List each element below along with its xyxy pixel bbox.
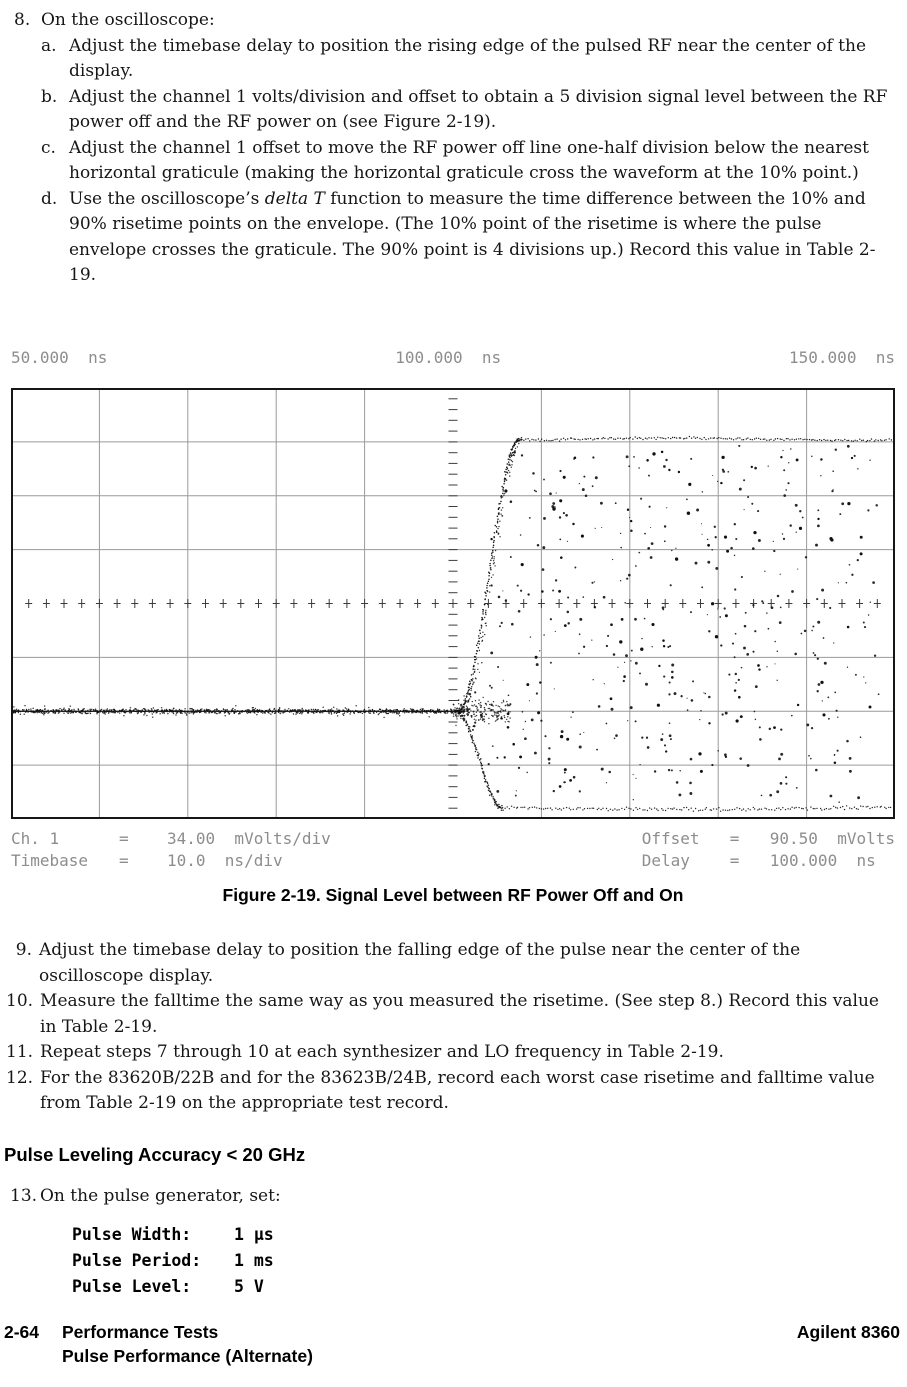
list-text: Repeat steps 7 through 10 at each synthesizer and LO frequency in Table 2-19.	[40, 1042, 724, 1062]
list-item-8d	[14, 187, 896, 289]
scope-time-labels	[11, 349, 895, 367]
list-item-11	[6, 1040, 892, 1066]
time-label-right: 150.000 ns	[789, 348, 895, 367]
scope-readout-right	[642, 828, 895, 872]
list-item-10	[6, 989, 892, 1040]
oscilloscope-display	[11, 388, 895, 819]
scope-readout-left	[11, 828, 331, 872]
readout-label: Ch. 1	[11, 829, 60, 848]
list-number: 12.	[6, 1067, 34, 1088]
delta-t-term: delta T	[264, 188, 325, 209]
footer-section: Performance Tests	[62, 1322, 219, 1342]
setting-row-pulse-level	[72, 1274, 274, 1300]
list-letter: c.	[41, 137, 56, 158]
readout-label: Delay	[641, 851, 690, 870]
readout-label: Offset	[641, 829, 700, 848]
list-letter: b.	[41, 86, 58, 107]
section-heading: Pulse Leveling Accuracy < 20 GHz	[4, 1144, 306, 1165]
list-item-8b	[14, 85, 896, 136]
setting-row-pulse-width	[72, 1222, 274, 1248]
setting-row-pulse-period	[72, 1248, 274, 1274]
list-letter: a.	[41, 35, 57, 56]
list-item-8c	[14, 136, 896, 187]
list-text: Measure the falltime the same way as you measured the risetime. (See step 8.) Record this value in Table 2-19.	[40, 991, 879, 1037]
footer-product: Agilent 8360	[796, 1322, 900, 1342]
setting-value: 5 V	[234, 1277, 264, 1296]
list-number: 9.	[15, 940, 32, 960]
list-text: Adjust the timebase delay to position the rising edge of the pulsed RF near the center of the display.	[69, 35, 867, 81]
equals-sign: =	[119, 829, 129, 848]
list-number: 8.	[14, 10, 31, 30]
equals-sign: =	[119, 851, 129, 870]
readout-value: 100.000 ns	[769, 851, 876, 870]
setting-value: 1 µs	[234, 1225, 274, 1244]
footer-left	[4, 1320, 313, 1368]
list-text: Adjust the channel 1 volts/division and offset to obtain a 5 division signal level between the RF power off and the RF power on (see Figure 2-19).	[69, 86, 888, 132]
setting-label: Pulse Width:	[72, 1225, 192, 1244]
setting-value: 1 ms	[234, 1251, 274, 1270]
footer-section-block	[62, 1320, 313, 1368]
step-8-list	[14, 8, 896, 289]
list-number: 10.	[6, 991, 34, 1011]
list-text: For the 83620B/22B and for the 83623B/24B, record each worst case risetime and falltime value from Table 2-19 on the appropriate test record.	[40, 1067, 875, 1113]
time-label-left: 50.000 ns	[11, 348, 108, 367]
setting-label: Pulse Level:	[72, 1277, 192, 1296]
list-item-8a	[14, 34, 896, 85]
setting-label: Pulse Period:	[72, 1251, 202, 1270]
list-text: Adjust the timebase delay to position the falling edge of the pulse near the center of the oscilloscope display.	[39, 940, 801, 986]
list-item-12	[6, 1066, 892, 1117]
figure-2-19	[11, 349, 895, 906]
readout-value: 10.0 ns/div	[167, 851, 283, 870]
list-text: Adjust the channel 1 offset to move the RF power off line one-half division below the nearest horizontal graticule (making the horizontal graticule cross the waveform at the 10% point.)	[69, 137, 869, 183]
list-item-13	[10, 1184, 890, 1210]
list-letter: d.	[41, 188, 58, 209]
list-text	[69, 187, 896, 289]
list-number: 11.	[6, 1042, 34, 1062]
list-text: On the oscilloscope:	[41, 10, 215, 30]
scope-readout	[11, 828, 895, 872]
text-segment: Use the oscilloscope’s	[69, 188, 265, 209]
step-13	[10, 1184, 890, 1210]
figure-caption: Figure 2-19. Signal Level between RF Power Off and On	[222, 885, 684, 905]
text-segment: function to measure the time difference between the 10% and 90% risetime points on the envelope. (The 10% point of the risetime is where the pulse envelope crosses the graticule. The 90% point is 4 divisions up.) Record this value in Table 2-19.	[69, 188, 876, 285]
time-label-center: 100.000 ns	[395, 348, 502, 367]
page-footer	[4, 1320, 900, 1368]
page-number: 2-64	[4, 1322, 40, 1342]
list-item-8	[14, 8, 896, 34]
list-number: 13.	[10, 1186, 38, 1206]
pulse-generator-settings	[72, 1222, 274, 1300]
readout-label: Timebase	[11, 851, 89, 870]
readout-value: 90.50 mVolts	[769, 829, 895, 848]
steps-9-12	[6, 938, 892, 1117]
list-text: On the pulse generator, set:	[40, 1186, 281, 1206]
equals-sign: =	[729, 851, 740, 870]
equals-sign: =	[729, 829, 740, 848]
list-item-9	[6, 938, 892, 989]
footer-subsection: Pulse Performance (Alternate)	[62, 1346, 313, 1366]
readout-value: 34.00 mVolts/div	[167, 829, 331, 848]
